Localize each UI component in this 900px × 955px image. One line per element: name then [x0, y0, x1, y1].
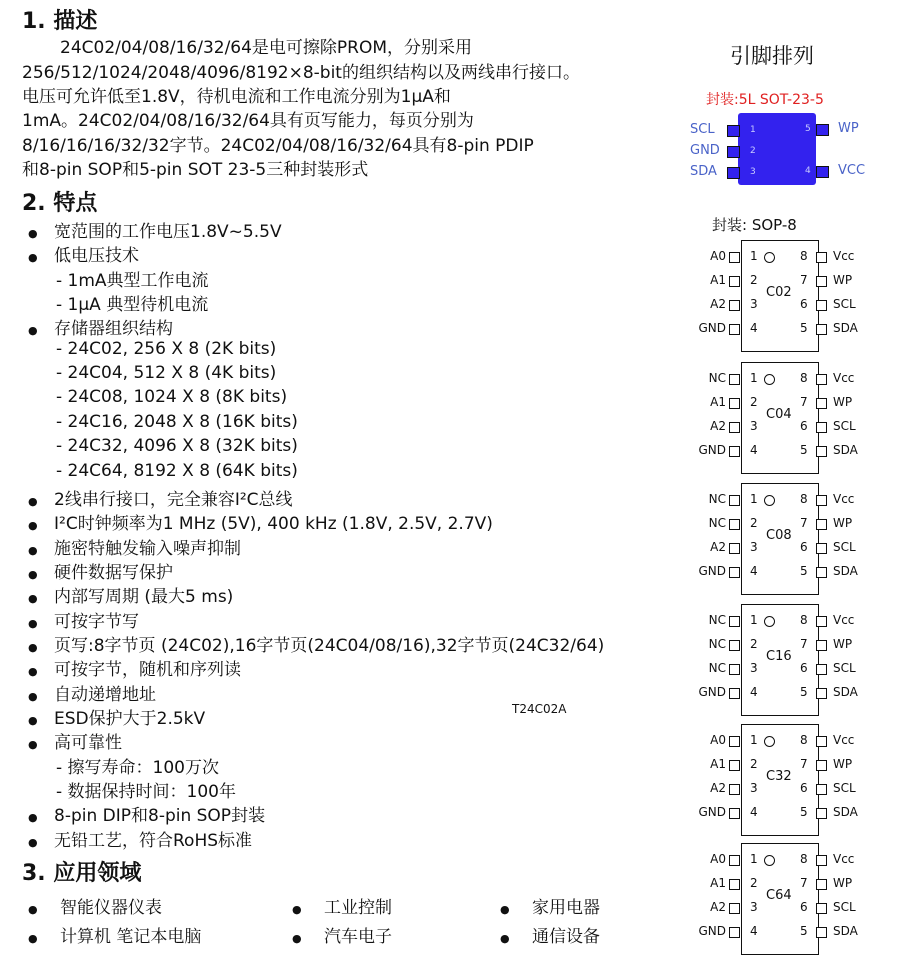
left-pin-number: 1 — [750, 733, 758, 747]
pin-square-icon — [729, 422, 740, 433]
feature-subitem: - 24C02, 256 X 8 (2K bits) — [56, 338, 277, 359]
section-1-heading: 1. 描述 — [22, 9, 98, 34]
pin-square-icon — [816, 808, 827, 819]
pin-square-icon — [816, 324, 827, 335]
application-text: 汽车电子 — [324, 927, 392, 947]
chip-name: C16 — [766, 649, 792, 664]
left-pin-name: A1 — [710, 757, 726, 771]
right-pin-name: Vcc — [833, 613, 855, 627]
sot-pin — [816, 124, 829, 136]
bullet-icon: ● — [28, 251, 38, 265]
right-pin-number: 8 — [800, 852, 808, 866]
left-pin-number: 1 — [750, 852, 758, 866]
bullet-icon: ● — [28, 227, 38, 240]
pin-square-icon — [729, 760, 740, 771]
feature-text: 可按字节，随机和序列读 — [54, 660, 241, 681]
right-pin-number: 6 — [800, 297, 808, 311]
sot-pin-number: 5 — [805, 124, 811, 134]
right-pin-name: SCL — [833, 781, 856, 795]
feature-subitem: - 数据保持时间：100年 — [56, 782, 236, 803]
left-pin-name: NC — [708, 637, 726, 651]
right-pin-number: 5 — [800, 564, 808, 578]
feature-item — [28, 534, 241, 559]
left-pin-number: 1 — [750, 249, 758, 263]
left-pin-name: A2 — [710, 900, 726, 914]
pin-square-icon — [816, 784, 827, 795]
pin-square-icon — [729, 736, 740, 747]
description-line: 电压可允许低至1.8V，待机电流和工作电流分别为1μA和 — [22, 87, 451, 107]
right-pin-name: Vcc — [833, 371, 855, 385]
description-line: 24C02/04/08/16/32/64是电可擦除PROM，分别采用 — [60, 38, 473, 58]
feature-text: 宽范围的工作电压1.8V~5.5V — [54, 222, 282, 242]
feature-subitem: - 24C08, 1024 X 8 (8K bits) — [56, 387, 288, 408]
pin-square-icon — [816, 664, 827, 675]
right-pin-name: WP — [833, 516, 853, 530]
feature-subitem: - 擦写寿命：100万次 — [56, 757, 219, 778]
description-line: 256/512/1024/2048/4096/8192×8-bit的组织结构以及两线串行接口。 — [22, 63, 580, 83]
pin1-dot-icon — [764, 736, 775, 747]
feature-item — [28, 314, 173, 339]
right-pin-name: Vcc — [833, 852, 855, 866]
sop-package-label: 封装: SOP-8 — [712, 216, 797, 234]
feature-text: 施密特触发输入噪声抑制 — [54, 538, 241, 559]
feature-text: 硬件数据写保护 — [54, 562, 173, 583]
application-item — [292, 893, 392, 918]
left-pin-name: NC — [708, 516, 726, 530]
left-pin-name: A2 — [710, 781, 726, 795]
left-pin-number: 2 — [750, 757, 758, 771]
right-pin-name: WP — [833, 876, 853, 890]
pin-square-icon — [729, 519, 740, 530]
left-pin-number: 2 — [750, 273, 758, 287]
sot-pin-number: 4 — [805, 166, 811, 176]
right-pin-name: WP — [833, 637, 853, 651]
left-pin-name: A0 — [710, 852, 726, 866]
application-item — [500, 893, 600, 918]
left-pin-number: 2 — [750, 637, 758, 651]
feature-item — [28, 680, 156, 705]
sot-pin-name: VCC — [838, 163, 866, 178]
pin-square-icon — [729, 879, 740, 890]
pin1-dot-icon — [764, 855, 775, 866]
feature-item — [28, 509, 493, 534]
right-pin-name: Vcc — [833, 249, 855, 263]
pin-square-icon — [729, 252, 740, 263]
pin-square-icon — [729, 543, 740, 554]
left-pin-name: A1 — [710, 876, 726, 890]
pin-square-icon — [816, 276, 827, 287]
pin-square-icon — [816, 543, 827, 554]
feature-subitem: - 24C16, 2048 X 8 (16K bits) — [56, 411, 298, 432]
right-pin-number: 8 — [800, 492, 808, 506]
left-pin-number: 3 — [750, 900, 758, 914]
right-pin-name: SCL — [833, 419, 856, 433]
pin-square-icon — [816, 879, 827, 890]
feature-text: 存储器组织结构 — [54, 319, 173, 340]
pin-square-icon — [729, 398, 740, 409]
feature-item — [28, 217, 282, 242]
right-pin-name: SDA — [833, 443, 858, 457]
pin-square-icon — [729, 567, 740, 578]
left-pin-number: 1 — [750, 492, 758, 506]
left-pin-number: 3 — [750, 661, 758, 675]
pin-square-icon — [729, 903, 740, 914]
left-pin-name: A0 — [710, 733, 726, 747]
feature-item — [28, 607, 139, 632]
right-pin-number: 7 — [800, 757, 808, 771]
pin-square-icon — [729, 495, 740, 506]
application-text: 工业控制 — [324, 898, 392, 918]
sot-pin-name: SDA — [690, 164, 717, 179]
left-pin-number: 3 — [750, 297, 758, 311]
bullet-icon: ● — [292, 903, 302, 916]
bullet-icon: ● — [28, 665, 38, 679]
left-pin-number: 4 — [750, 564, 758, 578]
right-pin-number: 5 — [800, 321, 808, 335]
application-text: 通信设备 — [532, 927, 600, 947]
pin-square-icon — [729, 276, 740, 287]
left-pin-number: 4 — [750, 805, 758, 819]
feature-text: 无铅工艺，符合RoHS标准 — [54, 830, 253, 851]
pin-square-icon — [729, 616, 740, 627]
pin1-dot-icon — [764, 495, 775, 506]
sot-pin-name: WP — [838, 121, 859, 136]
feature-text: 低电压技术 — [54, 246, 139, 267]
chip-name: C08 — [766, 528, 792, 543]
right-pin-number: 8 — [800, 613, 808, 627]
left-pin-number: 4 — [750, 443, 758, 457]
bullet-icon: ● — [28, 932, 38, 945]
bullet-icon: ● — [28, 903, 38, 916]
chip-name: C64 — [766, 888, 792, 903]
right-pin-number: 8 — [800, 249, 808, 263]
sot-pin-name: SCL — [690, 122, 715, 137]
pin-square-icon — [816, 736, 827, 747]
feature-item — [28, 801, 265, 826]
pin-square-icon — [729, 446, 740, 457]
chip-name: C32 — [766, 769, 792, 784]
right-pin-name: WP — [833, 757, 853, 771]
bullet-icon: ● — [28, 835, 38, 849]
chip-name: C04 — [766, 407, 792, 422]
application-item — [500, 922, 600, 947]
pin-square-icon — [816, 640, 827, 651]
feature-item — [28, 704, 205, 729]
right-pin-number: 6 — [800, 900, 808, 914]
left-pin-number: 1 — [750, 613, 758, 627]
feature-item — [28, 558, 173, 583]
right-pin-name: SDA — [833, 685, 858, 699]
bullet-icon: ● — [28, 324, 38, 338]
application-item — [292, 922, 392, 947]
pin-square-icon — [816, 927, 827, 938]
part-marking: T24C02A — [512, 702, 567, 716]
section-2-heading: 2. 特点 — [22, 191, 98, 216]
bullet-icon: ● — [500, 932, 510, 945]
right-pin-number: 7 — [800, 395, 808, 409]
right-pin-number: 7 — [800, 876, 808, 890]
right-pin-name: SCL — [833, 661, 856, 675]
sot-pin — [727, 125, 740, 137]
right-pin-name: SDA — [833, 805, 858, 819]
left-pin-number: 2 — [750, 516, 758, 530]
left-pin-name: GND — [698, 924, 726, 938]
right-pin-number: 7 — [800, 637, 808, 651]
right-pin-number: 7 — [800, 273, 808, 287]
pin-square-icon — [729, 640, 740, 651]
feature-subitem: - 24C64, 8192 X 8 (64K bits) — [56, 460, 298, 481]
pin1-dot-icon — [764, 252, 775, 263]
pin-square-icon — [816, 903, 827, 914]
feature-text: 自动递增地址 — [54, 684, 156, 705]
pin-square-icon — [729, 808, 740, 819]
feature-text: 高可靠性 — [54, 733, 122, 754]
pin-square-icon — [729, 855, 740, 866]
feature-text: I²C时钟频率为1 MHz (5V), 400 kHz (1.8V, 2.5V, 2.7V) — [54, 514, 493, 535]
right-pin-number: 8 — [800, 371, 808, 385]
sot-pin — [816, 166, 829, 178]
left-pin-name: NC — [708, 613, 726, 627]
right-pin-number: 6 — [800, 540, 808, 554]
pin-square-icon — [729, 784, 740, 795]
left-pin-name: GND — [698, 321, 726, 335]
sot-pin-name: GND — [690, 143, 720, 158]
bullet-icon: ● — [28, 616, 38, 630]
left-pin-number: 4 — [750, 321, 758, 335]
right-pin-name: WP — [833, 273, 853, 287]
feature-item — [28, 631, 604, 656]
left-pin-name: GND — [698, 564, 726, 578]
bullet-icon: ● — [500, 903, 510, 916]
description-line: 8/16/16/16/32/32字节。24C02/04/08/16/32/64具有8-pin PDIP — [22, 136, 534, 156]
right-pin-number: 5 — [800, 805, 808, 819]
pin-square-icon — [816, 760, 827, 771]
right-pin-name: WP — [833, 395, 853, 409]
left-pin-name: GND — [698, 443, 726, 457]
pin1-dot-icon — [764, 374, 775, 385]
right-pin-name: Vcc — [833, 733, 855, 747]
pin-square-icon — [816, 688, 827, 699]
bullet-icon: ● — [28, 567, 38, 581]
left-pin-name: A0 — [710, 249, 726, 263]
right-pin-name: SDA — [833, 924, 858, 938]
pin-square-icon — [816, 567, 827, 578]
application-item — [28, 893, 162, 918]
pin1-dot-icon — [764, 616, 775, 627]
pinout-title: 引脚排列 — [730, 44, 814, 68]
description-line: 1mA。24C02/04/08/16/32/64具有页写能力，每页分别为 — [22, 111, 474, 131]
sot-pin-number: 2 — [750, 146, 756, 156]
feature-subitem: - 24C04, 512 X 8 (4K bits) — [56, 363, 277, 384]
right-pin-number: 5 — [800, 443, 808, 457]
right-pin-name: SCL — [833, 540, 856, 554]
left-pin-name: A1 — [710, 395, 726, 409]
right-pin-number: 5 — [800, 924, 808, 938]
left-pin-number: 2 — [750, 876, 758, 890]
feature-subitem: - 1μA 典型待机电流 — [56, 295, 209, 316]
feature-item — [28, 241, 139, 266]
application-text: 家用电器 — [532, 898, 600, 918]
pin-square-icon — [816, 855, 827, 866]
left-pin-name: NC — [708, 661, 726, 675]
right-pin-number: 5 — [800, 685, 808, 699]
feature-text: 内部写周期 (最大5 ms) — [54, 587, 234, 608]
bullet-icon: ● — [28, 640, 38, 654]
right-pin-number: 8 — [800, 733, 808, 747]
left-pin-name: GND — [698, 805, 726, 819]
application-text: 智能仪器仪表 — [60, 898, 162, 918]
right-pin-name: SDA — [833, 321, 858, 335]
right-pin-name: SCL — [833, 900, 856, 914]
left-pin-name: A2 — [710, 540, 726, 554]
feature-item — [28, 826, 252, 851]
left-pin-number: 3 — [750, 540, 758, 554]
feature-text: 2线串行接口，完全兼容I²C总线 — [54, 489, 293, 510]
section-3-heading: 3. 应用领域 — [22, 861, 142, 886]
bullet-icon: ● — [28, 494, 38, 508]
right-pin-number: 6 — [800, 781, 808, 795]
bullet-icon: ● — [28, 714, 38, 727]
feature-text: 8-pin DIP和8-pin SOP封装 — [54, 806, 266, 827]
feature-item — [28, 728, 122, 753]
pin-square-icon — [816, 519, 827, 530]
pin-square-icon — [816, 422, 827, 433]
pin-square-icon — [816, 374, 827, 385]
right-pin-number: 6 — [800, 661, 808, 675]
feature-item — [28, 485, 293, 510]
pin-square-icon — [816, 300, 827, 311]
feature-item — [28, 655, 241, 680]
left-pin-number: 4 — [750, 924, 758, 938]
pin-square-icon — [729, 927, 740, 938]
right-pin-name: SCL — [833, 297, 856, 311]
bullet-icon: ● — [28, 543, 38, 557]
pin-square-icon — [729, 664, 740, 675]
left-pin-number: 1 — [750, 371, 758, 385]
bullet-icon: ● — [28, 738, 38, 752]
feature-text: 可按字节写 — [54, 611, 139, 632]
application-text: 计算机 笔记本电脑 — [60, 927, 202, 947]
pin-square-icon — [729, 300, 740, 311]
feature-text: ESD保护大于2.5kV — [54, 709, 206, 729]
sot-pin-number: 1 — [750, 125, 756, 135]
feature-text: 页写:8字节页 (24C02),16字节页(24C04/08/16),32字节页(24C32/64) — [54, 635, 605, 656]
bullet-icon: ● — [28, 519, 38, 533]
pin-square-icon — [729, 374, 740, 385]
pin-square-icon — [816, 446, 827, 457]
chip-name: C02 — [766, 285, 792, 300]
left-pin-name: A2 — [710, 419, 726, 433]
bullet-icon: ● — [28, 811, 38, 825]
left-pin-name: NC — [708, 492, 726, 506]
application-item — [28, 922, 201, 947]
description-line: 和8-pin SOP和5-pin SOT 23-5三种封装形式 — [22, 160, 369, 180]
pin-square-icon — [816, 398, 827, 409]
pin-square-icon — [729, 324, 740, 335]
right-pin-number: 6 — [800, 419, 808, 433]
pin-square-icon — [816, 252, 827, 263]
bullet-icon: ● — [292, 932, 302, 945]
pin-square-icon — [816, 495, 827, 506]
feature-item — [28, 582, 233, 607]
sot-package-label: 封装:5L SOT-23-5 — [706, 92, 824, 108]
right-pin-number: 7 — [800, 516, 808, 530]
right-pin-name: Vcc — [833, 492, 855, 506]
left-pin-number: 4 — [750, 685, 758, 699]
left-pin-name: GND — [698, 685, 726, 699]
pin-square-icon — [729, 688, 740, 699]
left-pin-number: 2 — [750, 395, 758, 409]
bullet-icon: ● — [28, 689, 38, 703]
feature-subitem: - 24C32, 4096 X 8 (32K bits) — [56, 436, 298, 457]
sot-pin-number: 3 — [750, 167, 756, 177]
sot-pin — [727, 167, 740, 179]
feature-subitem: - 1mA典型工作电流 — [56, 270, 209, 291]
left-pin-name: A2 — [710, 297, 726, 311]
sot-pin — [727, 146, 740, 158]
left-pin-name: NC — [708, 371, 726, 385]
left-pin-name: A1 — [710, 273, 726, 287]
pin-square-icon — [816, 616, 827, 627]
left-pin-number: 3 — [750, 781, 758, 795]
left-pin-number: 3 — [750, 419, 758, 433]
bullet-icon: ● — [28, 592, 38, 606]
right-pin-name: SDA — [833, 564, 858, 578]
